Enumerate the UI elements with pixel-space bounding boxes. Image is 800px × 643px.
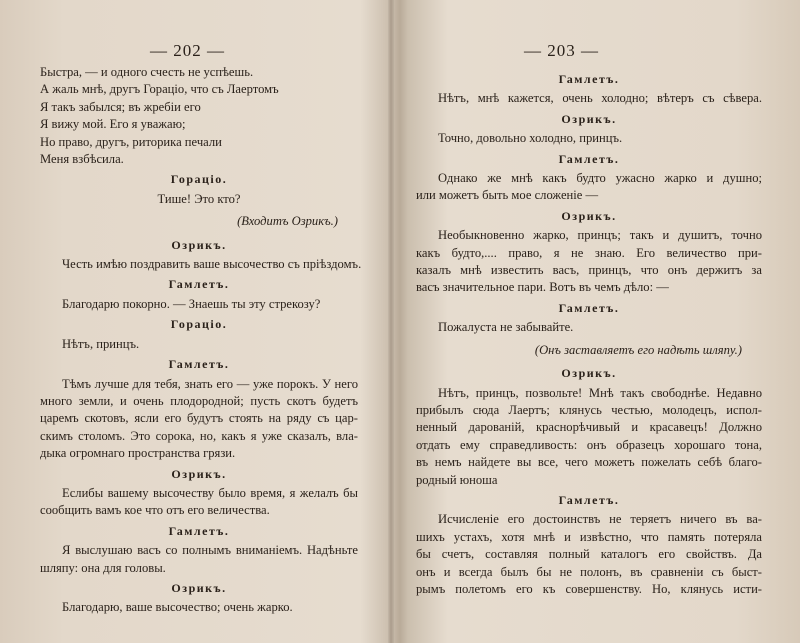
speaker-name: Озрикъ.: [561, 366, 617, 381]
dialogue-line: А жаль мнѣ, другъ Горацiо, что съ Лаертомъ: [40, 82, 279, 97]
dialogue-line: Я вижу мой. Его я уважаю;: [40, 117, 186, 132]
speaker-name: Гамлетъ.: [558, 300, 620, 315]
left-page: [0, 0, 390, 643]
dialogue-line: Честь имѣю поздравить ваше высочество съ прiѣздомъ.: [62, 257, 362, 272]
dialogue-line: шихъ устахъ, хотя мнѣ и извѣстно, что память потеряла: [416, 529, 762, 544]
speaker-name: Гамлетъ.: [168, 523, 230, 538]
dialogue-line: много земли, и очень плодородной; пусть скотъ будетъ: [40, 393, 358, 408]
page-text-column: [40, 64, 362, 617]
dialogue-line: или можетъ быть мое сложенiе —: [416, 188, 599, 203]
dialogue-line: сообщить вамъ кое что отъ его величества.: [40, 503, 270, 518]
dialogue-line: онъ и всегда былъ бы не полонъ, въ сравненiи съ быст-: [416, 564, 762, 579]
speaker-name: Гамлетъ.: [558, 72, 620, 86]
page-number: — 203 —: [524, 41, 599, 60]
speaker-name: Озрикъ.: [171, 466, 227, 481]
dialogue-line: Нѣтъ, принцъ, позвольте! Мнѣ такъ свободнѣе. Недавно: [438, 385, 762, 400]
speaker-name: Горацiо.: [170, 317, 228, 332]
dialogue-line: Необыкновенно жарко, принцъ; такъ и душитъ, точно: [438, 228, 762, 243]
dialogue-line: Но право, другъ, риторика печали: [40, 134, 222, 149]
speaker-name: Озрикъ.: [561, 208, 617, 223]
dialogue-line: Исчисленiе его достоинствъ не теряетъ ничего въ ва-: [438, 512, 762, 527]
dialogue-line: прибылъ сюда Лаертъ; клянусь честью, молодецъ, испол-: [416, 402, 762, 417]
dialogue-line: Нѣтъ, мнѣ кажется, очень холодно; вѣтеръ съ сѣвера.: [438, 91, 762, 106]
dialogue-line: Благодарю покорно. — Знаешь ты эту стрекозу?: [62, 296, 321, 311]
dialogue-line: Я такъ забылся; въ жребiи его: [40, 99, 201, 114]
dialogue-line: Точно, довольно холодно, принцъ.: [438, 131, 623, 146]
stage-direction: (Онъ заставляетъ его надѣть шляпу.): [534, 342, 742, 357]
dialogue-line: Тѣмъ лучше для тебя, знать его — уже порокъ. У него: [62, 376, 358, 391]
dialogue-line: Нѣтъ, принцъ.: [62, 336, 140, 351]
page-text-column: [416, 68, 762, 598]
speaker-name: Гамлетъ.: [558, 492, 620, 507]
dialogue-line: Благодарю, ваше высочество; очень жарко.: [62, 600, 293, 615]
dialogue-line: рымъ полетомъ его къ совершенству. Но, клянусь исти-: [416, 581, 762, 596]
dialogue-line: Быстра, — и одного счесть не успѣешь.: [40, 65, 254, 79]
dialogue-line: Пожалуста не забывайте.: [438, 320, 574, 335]
dialogue-line: родный юноша: [416, 472, 498, 487]
dialogue-line: царемъ скотовъ, ясли его будутъ стоять на ряду съ цар-: [40, 411, 358, 426]
page-number: — 202 —: [150, 41, 225, 60]
speaker-name: Озрикъ.: [171, 580, 227, 595]
speaker-name: Горацiо.: [170, 172, 228, 187]
dialogue-line: Я выслушаю васъ со полнымъ вниманiемъ. Надѣньте: [62, 543, 358, 558]
speaker-name: Озрикъ.: [171, 237, 227, 252]
speaker-name: Гамлетъ.: [168, 357, 230, 372]
speaker-name: Озрикъ.: [561, 111, 617, 126]
dialogue-line: Еслибы вашему высочеству было время, я желалъ бы: [62, 485, 358, 500]
dialogue-line: дыка огромнаго пространства грязи.: [40, 446, 236, 461]
dialogue-line: отдать ему справедливость: онъ образецъ хорошаго тона,: [416, 437, 762, 452]
dialogue-line: Однако же мнѣ какъ будто ужасно жарко и душно;: [438, 171, 762, 186]
dialogue-line: васъ значительное пари. Вотъ въ чемъ дѣло: —: [416, 280, 669, 295]
dialogue-line: бы счетъ, составляя полный каталогъ его свойствъ. Да: [416, 547, 762, 562]
dialogue-line: въ немъ найдете вы все, чего можетъ пожелать себѣ благо-: [416, 455, 762, 470]
dialogue-line: Меня взбѣсила.: [40, 152, 124, 167]
stage-direction: (Входитъ Озрикъ.): [237, 214, 338, 229]
dialogue-line: казалъ мнѣ известить васъ, принцъ, что онъ держитъ за: [416, 263, 762, 278]
speaker-name: Гамлетъ.: [168, 277, 230, 292]
dialogue-line: скимъ столомъ. Это сорока, но, какъ я уже сказалъ, вла-: [40, 428, 358, 443]
dialogue-line: какъ будто,.... право, я не знаю. Его величество при-: [416, 245, 762, 260]
speaker-name: Гамлетъ.: [558, 151, 620, 166]
dialogue-line: шляпу: она для головы.: [40, 560, 166, 575]
dialogue-line: Тише! Это кто?: [157, 191, 241, 206]
dialogue-line: ненный дарованiй, краснорѣчивый и красавецъ! Должно: [416, 420, 762, 435]
right-page: [392, 0, 800, 643]
